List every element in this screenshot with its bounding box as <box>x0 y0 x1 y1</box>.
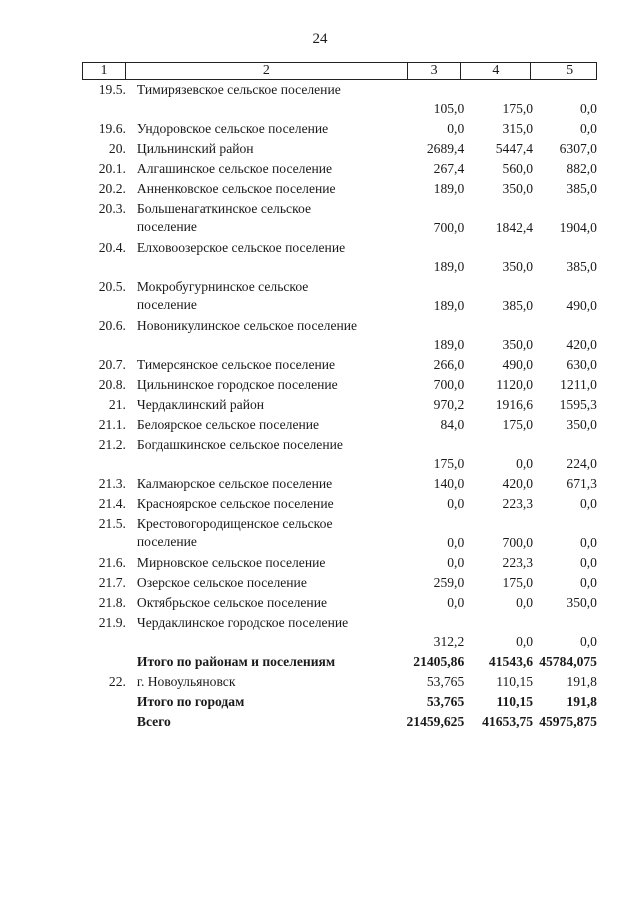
row-value-col4: 0,0 <box>516 634 534 649</box>
row-number: 20.8. <box>98 377 126 392</box>
row-value-col5: 0,0 <box>579 121 597 136</box>
row-name: Чердаклинское городское поселение <box>136 615 349 630</box>
row-value-col4: 700,0 <box>502 535 534 550</box>
row-value-col3: 700,0 <box>433 220 465 235</box>
row-name: Мирновское сельское поселение <box>136 555 326 570</box>
table-row <box>82 474 597 494</box>
row-number: 19.6. <box>98 121 126 136</box>
row-value-col5: 490,0 <box>566 298 597 313</box>
table-row <box>82 514 597 553</box>
row-number: 21.8. <box>98 595 126 610</box>
table-row <box>82 395 597 415</box>
row-value-col4: 0,0 <box>516 456 534 471</box>
row-value-col5: 350,0 <box>566 417 597 432</box>
row-number: 21.1. <box>98 417 126 432</box>
row-name: Ундоровское сельское поселение <box>136 121 329 136</box>
row-name: Елховоозерское сельское поселение <box>136 240 346 255</box>
row-value-col3: 970,2 <box>433 397 465 412</box>
row-number: 21.9. <box>98 615 126 630</box>
row-number: 21.5. <box>98 516 126 531</box>
row-value-col3: 0,0 <box>447 121 465 136</box>
row-number: 22. <box>108 674 126 689</box>
row-number: 21.7. <box>98 575 126 590</box>
row-number: 20.7. <box>98 357 126 372</box>
table-row <box>82 159 597 179</box>
row-value-col5: 6307,0 <box>559 141 597 156</box>
row-name: Белоярское сельское поселение <box>136 417 320 432</box>
row-value-col4: 1120,0 <box>496 377 534 392</box>
table-row <box>82 179 597 199</box>
row-value-col4: 110,15 <box>496 674 534 689</box>
table-row <box>82 652 597 672</box>
row-value-col3: 189,0 <box>433 181 465 196</box>
header-col-5: 5 <box>566 63 574 78</box>
row-name: Тимерсянское сельское поселение <box>136 357 336 372</box>
row-name: г. Новоульяновск <box>136 674 236 689</box>
row-value-col3: 140,0 <box>433 476 465 491</box>
row-number <box>82 692 130 694</box>
row-name: Большенагаткинское сельское поселение <box>136 201 311 234</box>
row-name: Мокробугурнинское сельское поселение <box>136 279 309 312</box>
row-value-col5: 0,0 <box>579 101 597 116</box>
row-value-col3: 105,0 <box>433 101 465 116</box>
table-row <box>82 613 597 652</box>
row-value-col5: 0,0 <box>579 575 597 590</box>
row-value-col5: 45975,875 <box>539 714 597 729</box>
row-number: 20. <box>108 141 126 156</box>
row-value-col4: 560,0 <box>502 161 534 176</box>
row-value-col3: 21459,625 <box>406 714 465 729</box>
header-col-1: 1 <box>83 63 126 79</box>
row-name: Цильнинский район <box>136 141 254 156</box>
row-value-col4: 223,3 <box>502 496 534 511</box>
row-value-col4: 5447,4 <box>495 141 534 156</box>
row-value-col3: 53,765 <box>426 674 465 689</box>
row-value-col4: 490,0 <box>502 357 534 372</box>
row-value-col3: 0,0 <box>447 496 465 511</box>
row-value-col5: 191,8 <box>566 674 597 689</box>
table-row <box>82 139 597 159</box>
row-value-col3: 267,4 <box>433 161 465 176</box>
row-value-col4: 420,0 <box>502 476 534 491</box>
row-name: Крестовогородищенское сельское поселение <box>136 516 333 549</box>
row-number: 20.2. <box>98 181 126 196</box>
table-row <box>82 494 597 514</box>
header-col-4: 4 <box>461 63 531 79</box>
row-number: 21.3. <box>98 476 126 491</box>
row-name: Цильнинское городское поселение <box>136 377 338 392</box>
row-value-col5: 385,0 <box>566 181 597 196</box>
table-row <box>82 712 597 732</box>
table-row <box>82 692 597 712</box>
table-row <box>82 553 597 573</box>
row-value-col5: 224,0 <box>566 456 597 471</box>
header-col-3: 3 <box>408 63 462 79</box>
table-row <box>82 355 597 375</box>
row-name: Итого по городам <box>136 694 245 709</box>
row-value-col5: 420,0 <box>566 337 597 352</box>
row-name: Алгашинское сельское поселение <box>136 161 333 176</box>
row-name: Октябрьское сельское поселение <box>136 595 328 610</box>
table-row <box>82 238 597 277</box>
row-value-col4: 175,0 <box>502 417 534 432</box>
row-value-col3: 0,0 <box>447 595 465 610</box>
row-name: Итого по районам и поселениям <box>136 654 336 669</box>
row-value-col5: 882,0 <box>566 161 597 176</box>
row-name: Новоникулинское сельское поселение <box>136 318 358 333</box>
row-name: Богдашкинское сельское поселение <box>136 437 343 452</box>
table-row <box>82 593 597 613</box>
row-number: 21. <box>108 397 126 412</box>
row-value-col5: 385,0 <box>566 259 597 274</box>
row-value-col3: 189,0 <box>433 259 465 274</box>
row-value-col4: 110,15 <box>496 694 534 709</box>
row-name: Чердаклинский район <box>136 397 265 412</box>
row-number <box>82 712 130 714</box>
row-name: Анненковское сельское поселение <box>136 181 336 196</box>
row-name: Озерское сельское поселение <box>136 575 307 590</box>
row-number <box>82 652 130 654</box>
row-value-col5: 0,0 <box>579 496 597 511</box>
table-header <box>82 62 597 80</box>
row-value-col4: 175,0 <box>502 101 534 116</box>
row-number: 20.1. <box>98 161 126 176</box>
table-row <box>82 375 597 395</box>
row-value-col4: 315,0 <box>502 121 534 136</box>
row-value-col4: 350,0 <box>502 181 534 196</box>
row-value-col5: 1904,0 <box>559 220 597 235</box>
row-number: 21.6. <box>98 555 126 570</box>
table-row <box>82 277 597 316</box>
row-value-col4: 1842,4 <box>495 220 534 235</box>
row-value-col5: 1211,0 <box>560 377 597 392</box>
row-value-col3: 21405,86 <box>413 654 465 669</box>
row-value-col3: 84,0 <box>440 417 465 432</box>
row-value-col3: 2689,4 <box>426 141 465 156</box>
row-name: Всего <box>136 714 171 729</box>
row-value-col4: 350,0 <box>502 259 534 274</box>
row-name: Красноярское сельское поселение <box>136 496 334 511</box>
row-number: 20.4. <box>98 240 126 255</box>
row-value-col4: 350,0 <box>502 337 534 352</box>
table-row <box>82 119 597 139</box>
row-value-col4: 41653,75 <box>482 714 534 729</box>
row-number: 20.5. <box>98 279 126 294</box>
row-value-col3: 175,0 <box>433 456 465 471</box>
row-value-col5: 350,0 <box>566 595 597 610</box>
row-value-col4: 41543,6 <box>488 654 534 669</box>
row-value-col3: 189,0 <box>433 298 465 313</box>
table-row <box>82 415 597 435</box>
table-body <box>82 80 597 732</box>
row-value-col4: 0,0 <box>516 595 534 610</box>
row-value-col4: 1916,6 <box>495 397 534 412</box>
row-value-col4: 385,0 <box>502 298 534 313</box>
row-value-col5: 0,0 <box>579 555 597 570</box>
row-value-col4: 223,3 <box>502 555 534 570</box>
row-value-col4: 175,0 <box>502 575 534 590</box>
row-number: 21.2. <box>98 437 126 452</box>
row-value-col3: 0,0 <box>447 535 465 550</box>
table-row <box>82 435 597 474</box>
row-name: Тимирязевское сельское поселение <box>136 82 341 97</box>
row-number: 21.4. <box>98 496 126 511</box>
row-value-col5: 1595,3 <box>559 397 597 412</box>
row-value-col5: 671,3 <box>566 476 597 491</box>
table-row <box>82 316 597 355</box>
row-name: Калмаюрское сельское поселение <box>136 476 333 491</box>
row-number: 20.6. <box>98 318 126 333</box>
row-value-col3: 259,0 <box>433 575 465 590</box>
row-value-col5: 0,0 <box>579 535 597 550</box>
row-value-col5: 0,0 <box>579 634 597 649</box>
row-number: 20.3. <box>98 201 126 216</box>
row-value-col3: 700,0 <box>433 377 465 392</box>
table-row <box>82 573 597 593</box>
row-value-col3: 312,2 <box>433 634 465 649</box>
row-value-col5: 45784,075 <box>539 654 597 669</box>
row-value-col3: 53,765 <box>426 694 465 709</box>
row-value-col5: 191,8 <box>566 694 597 709</box>
page-number: 24 <box>312 31 328 47</box>
row-number: 19.5. <box>98 82 126 97</box>
row-value-col3: 266,0 <box>433 357 465 372</box>
table-row <box>82 80 597 119</box>
row-value-col5: 630,0 <box>566 357 597 372</box>
row-value-col3: 0,0 <box>447 555 465 570</box>
table-row <box>82 672 597 692</box>
table-row <box>82 199 597 238</box>
row-value-col3: 189,0 <box>433 337 465 352</box>
header-col-2: 2 <box>126 63 408 79</box>
